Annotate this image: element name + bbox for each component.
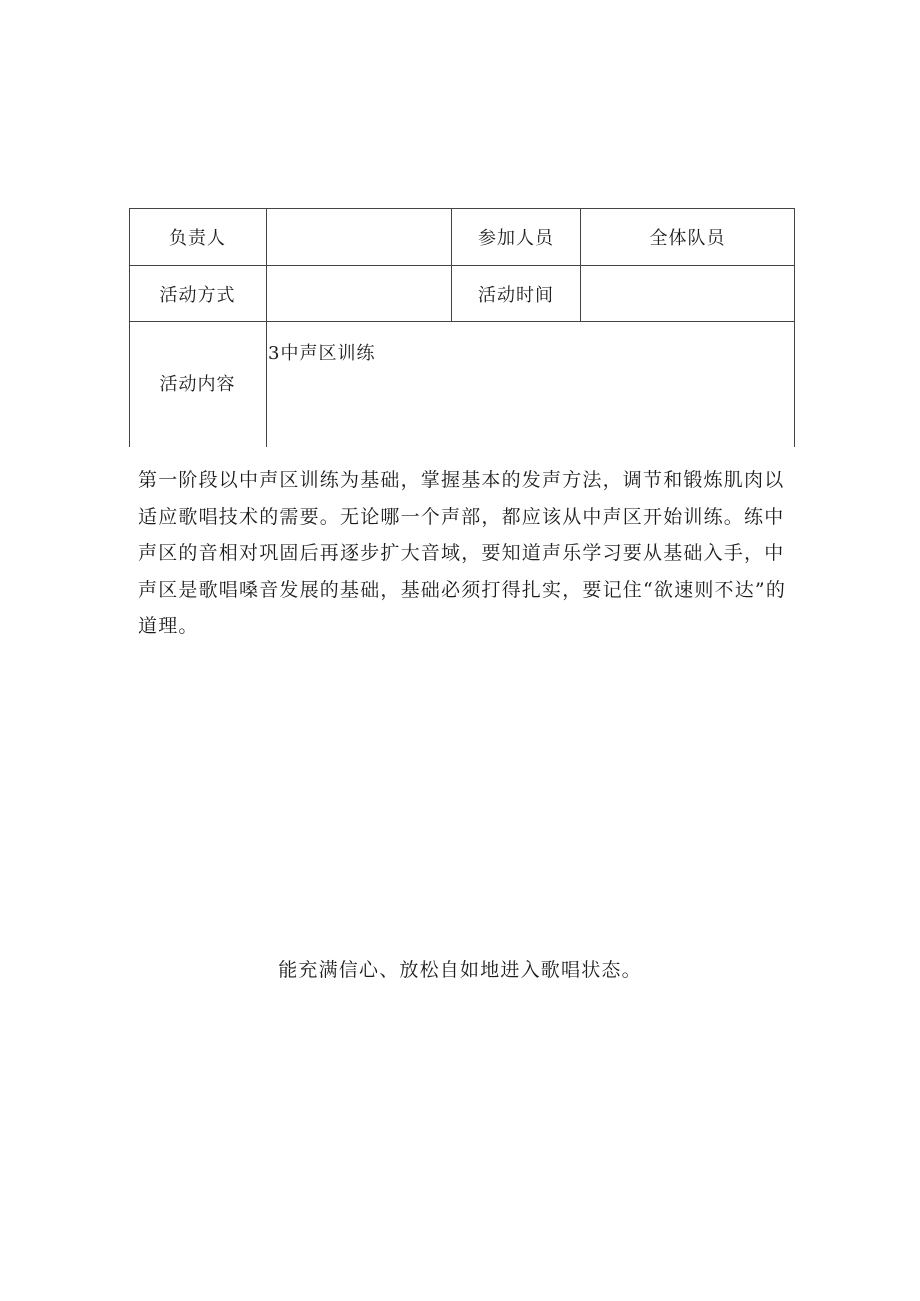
- value-participants: 全体队员: [649, 228, 726, 249]
- value-activity-content: 3中声区训练: [268, 343, 376, 364]
- closing-sentence: 能充满信心、放松自如地进入歌唱状态。: [278, 959, 642, 981]
- value-responsible-person: [267, 209, 451, 265]
- label-participants: 参加人员: [478, 228, 554, 249]
- activity-table: [129, 208, 795, 446]
- label-activity-content: 活动内容: [159, 374, 236, 395]
- value-activity-method: [267, 266, 451, 321]
- body-paragraph: 第一阶段以中声区训练为基础，掌握基本的发声方法，调节和锻炼肌肉以适应歌唱技术的需要。无论哪一个声部，都应该从中声区开始训练。练中声区的音相对巩固后再逐步扩大音域，要知道声乐学习要从基础入手，中声区是歌唱嗓音发展的基础，基础必须打得扎实，要记住“欲速则不达”的道理。: [138, 469, 787, 637]
- label-activity-time: 活动时间: [478, 284, 554, 306]
- value-activity-time: [581, 266, 794, 321]
- table-grid: [129, 208, 795, 446]
- table-border-right: [794, 209, 795, 447]
- label-responsible-person: 负责人: [169, 228, 226, 249]
- label-activity-method: 活动方式: [159, 284, 236, 306]
